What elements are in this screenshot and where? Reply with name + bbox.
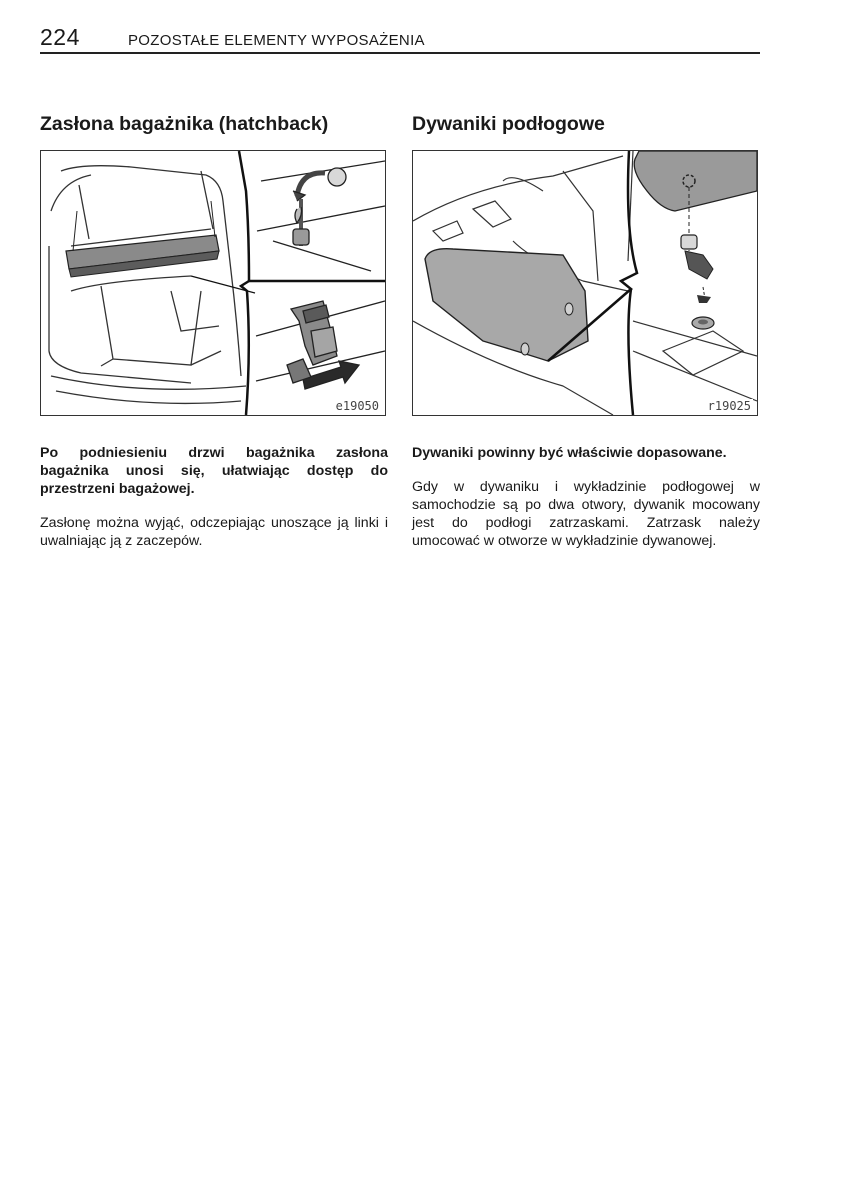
paragraph: Zasłonę można wyjąć, odczepiając unoszące ją linki i uwalniając ją z zaczepów. (40, 515, 388, 549)
section-luggage-cover (40, 110, 388, 550)
section-text (40, 444, 388, 550)
floor-mat-illustration (412, 150, 758, 416)
section-floor-mats (412, 110, 760, 550)
page-number: 224 (40, 24, 80, 50)
paragraph-lead: Dywaniki powinny być właściwie dopasowane. (412, 445, 727, 461)
luggage-cover-illustration (40, 150, 386, 416)
running-title: POZOSTAŁE ELEMENTY WYPOSAŻENIA (128, 32, 425, 49)
section-title: Zasłona bagażnika (hatchback) (40, 113, 329, 135)
floor-mat-drawing (413, 151, 757, 415)
figure-code: e19050 (335, 399, 379, 413)
figure-code: r19025 (707, 399, 751, 413)
section-text (412, 444, 760, 550)
page-header (40, 22, 760, 54)
paragraph: Gdy w dywaniku i wykładzinie podłogowej w samochodzie są po dwa otwory, dywanik mocowany jest do podłogi zatrzaskami. Zatrzask należy umocować w otworze w wykładzinie dywanowej. (412, 479, 760, 549)
luggage-cover-drawing (41, 151, 385, 415)
section-title: Dywaniki podłogowe (412, 113, 605, 135)
paragraph-lead: Po podniesieniu drzwi bagażnika zasłona bagażnika unosi się, ułatwiając dostęp do przestrzeni bagażowej. (40, 445, 388, 497)
